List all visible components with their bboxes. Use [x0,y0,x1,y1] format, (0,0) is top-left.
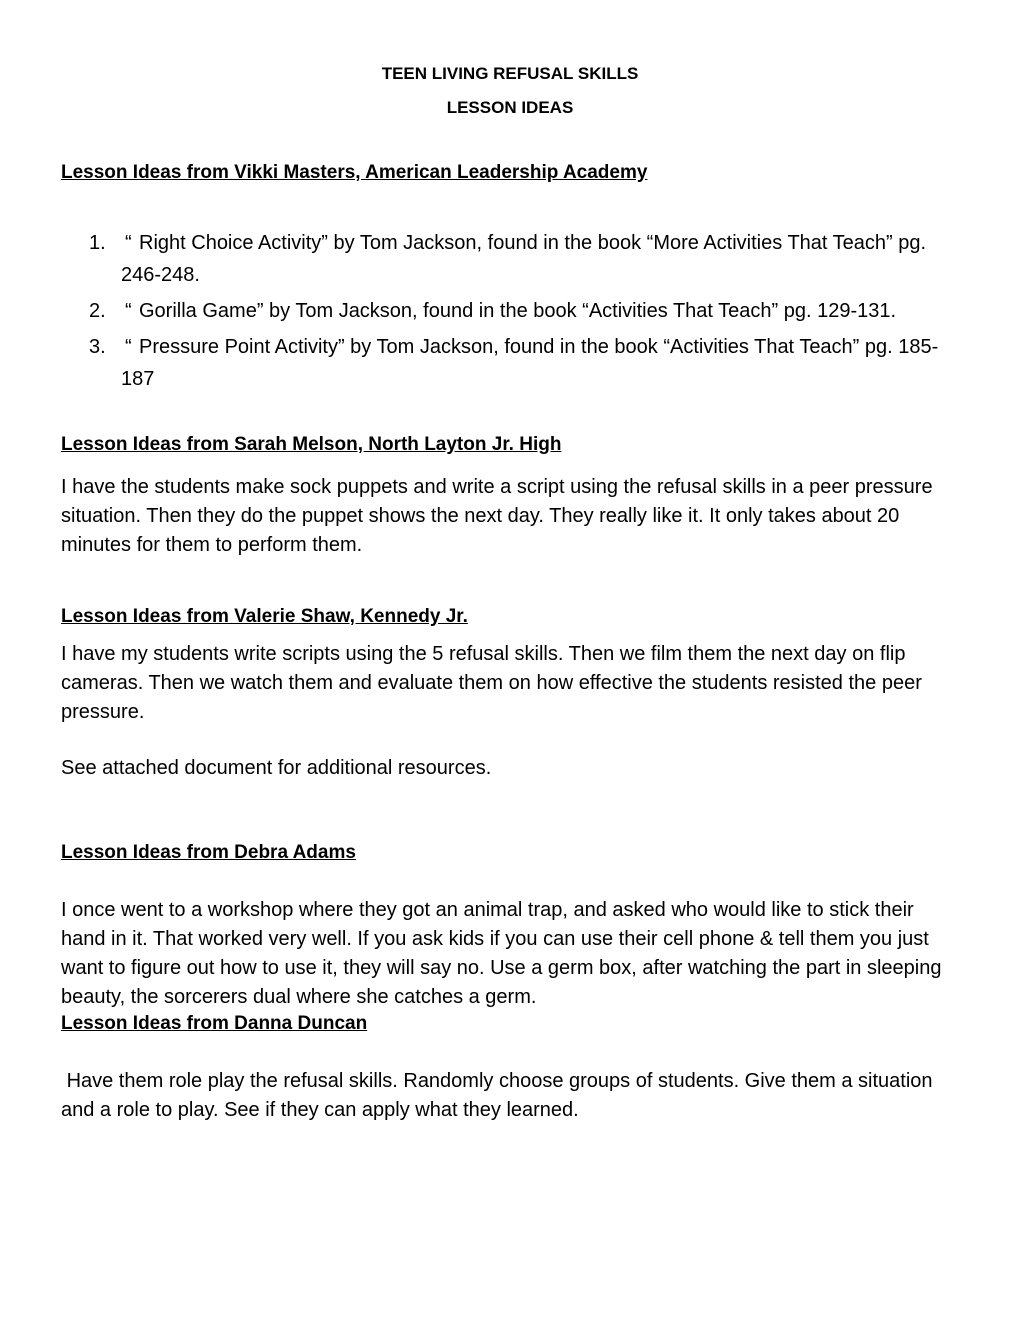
list-item-number: 3. [89,336,106,358]
section-note-valerie-shaw: See attached document for additional resources. [61,757,492,779]
list-item-open-quote: “ [125,300,132,322]
list-item-text: Gorilla Game” by Tom Jackson, found in the book “Activities That Teach” pg. 129-131. [139,300,897,322]
list-item-open-quote: “ [125,232,132,254]
list-item [61,295,971,327]
list-item [61,331,971,395]
list-item-number: 1. [89,232,106,254]
section-heading-danna-duncan: Lesson Ideas from Danna Duncan [61,1013,368,1034]
section-heading-vikki-masters: Lesson Ideas from Vikki Masters, American Leadership Academy [61,162,648,183]
section-heading-debra-adams: Lesson Ideas from Debra Adams [61,842,356,863]
section-heading-sarah-melson: Lesson Ideas from Sarah Melson, North Layton Jr. High [61,434,562,455]
section-body-debra-adams: I once went to a workshop where they got an animal trap, and asked who would like to stick their hand in it. That worked very well. If you ask kids if you can use their cell phone & tell them you just want to figure out how to use it, they will say no. Use a germ box, after watching the part in sleeping beauty, the sorcerers dual where she catches a germ. [61,899,942,1008]
document-subtitle: LESSON IDEAS [446,98,574,117]
list-item-text: Right Choice Activity” by Tom Jackson, found in the book “More Activities That Teach” pg. 246-248. [121,232,927,286]
activity-list [61,227,971,395]
section-body-sarah-melson: I have the students make sock puppets and write a script using the refusal skills in a peer pressure situation. Then they do the puppet shows the next day. They really like it. It only takes about 20 minutes for them to perform them. [61,476,933,556]
list-item-number: 2. [89,300,106,322]
list-item [61,227,971,291]
document-title: TEEN LIVING REFUSAL SKILLS [381,64,639,83]
section-body-danna-duncan: Have them role play the refusal skills. Randomly choose groups of students. Give them a situation and a role to play. See if they can apply what they learned. [61,1070,939,1121]
section-body-valerie-shaw: I have my students write scripts using the 5 refusal skills. Then we film them the next day on flip cameras. Then we watch them and evaluate them on how effective the students resisted the peer pressure. [61,643,922,723]
list-item-open-quote: “ [125,336,132,358]
section-heading-valerie-shaw: Lesson Ideas from Valerie Shaw, Kennedy Jr. [61,606,468,627]
list-item-text: Pressure Point Activity” by Tom Jackson, found in the book “Activities That Teach” pg. 185-187 [121,336,939,390]
